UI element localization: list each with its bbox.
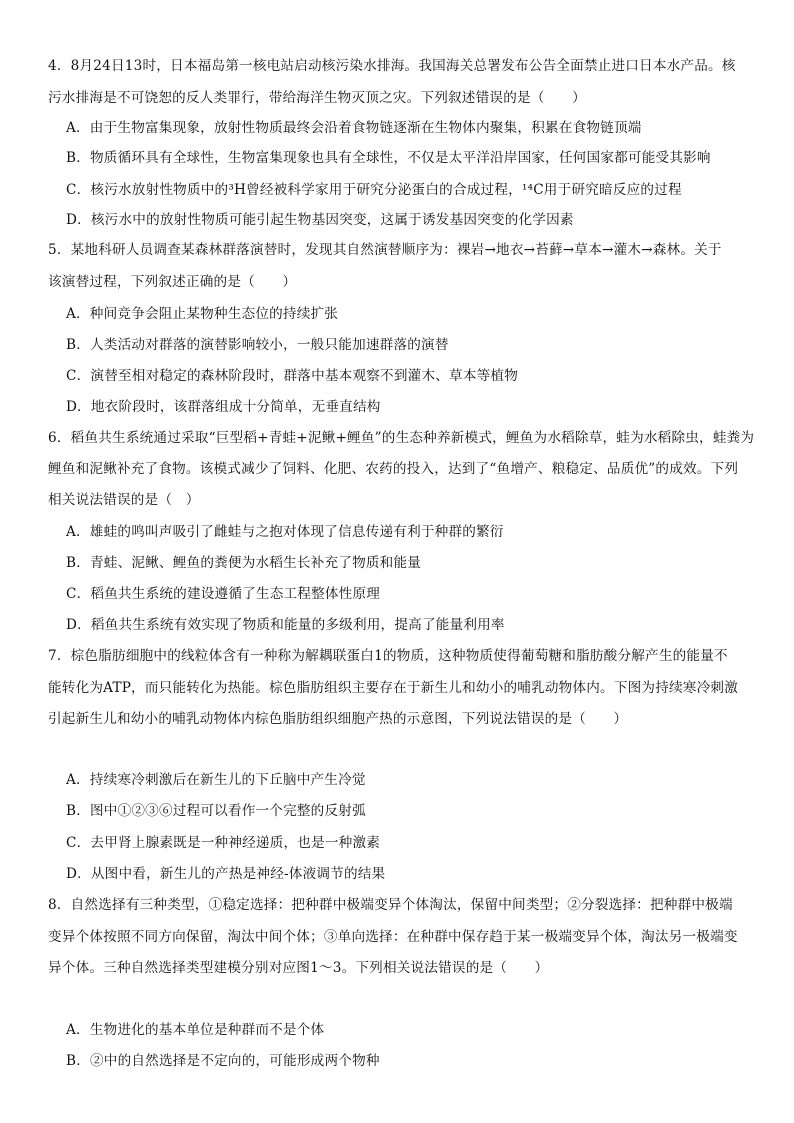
q6-stem-line-2: 鲤鱼和泥鳅补充了食物。该模式减少了饲料、化肥、农药的投入，达到了“鱼增产、粮稳定、品质优”的成效。下列 bbox=[48, 461, 739, 477]
q5-option-d: D．地衣阶段时，该群落组成十分简单，无垂直结构 bbox=[66, 399, 381, 415]
q7-stem-line-2: 能转化为ATP，而只能转化为热能。棕色脂肪组织主要存在于新生儿和幼小的哺乳动物体内。下图为持续寒冷刺激 bbox=[48, 680, 738, 696]
q6-option-a: A．雄蛙的鸣叫声吸引了雌蛙与之抱对体现了信息传递有利于种群的繁衍 bbox=[66, 524, 504, 540]
q7-stem-line-3: 引起新生儿和幼小的哺乳动物体内棕色脂肪组织细胞产热的示意图，下列说法错误的是（ ） bbox=[48, 711, 628, 727]
q4-stem-line-1: 4．8月24日13时，日本福岛第一核电站启动核污染水排海。我国海关总署发布公告全面禁止进口日本水产品。核 bbox=[48, 58, 736, 74]
q8-stem-line-1: 8．自然选择有三种类型，①稳定选择：把种群中极端变异个体淘汰，保留中间类型；②分裂选择：把种群中极端 bbox=[48, 897, 733, 913]
q8-option-b: B．②中的自然选择是不定向的，可能形成两个物种 bbox=[66, 1053, 380, 1069]
q6-option-c: C．稻鱼共生系统的建设遵循了生态工程整体性原理 bbox=[66, 586, 381, 602]
q6-option-b: B．青蛙、泥鳅、鲤鱼的粪便为水稻生长补充了物质和能量 bbox=[66, 555, 422, 571]
q4-option-b: B．物质循环具有全球性，生物富集现象也具有全球性，不仅是太平洋沿岸国家，任何国家都可能受其影响 bbox=[66, 150, 711, 166]
q7-option-b: B．图中①②③⑥过程可以看作一个完整的反射弧 bbox=[66, 803, 366, 819]
q7-option-a: A．持续寒冷刺激后在新生儿的下丘脑中产生冷觉 bbox=[66, 772, 366, 788]
q5-option-a: A．种间竞争会阻止某物种生态位的持续扩张 bbox=[66, 306, 339, 322]
q6-option-d: D．稻鱼共生系统有效实现了物质和能量的多级利用，提高了能量利用率 bbox=[66, 617, 505, 633]
q5-option-b: B．人类活动对群落的演替影响较小，一般只能加速群落的演替 bbox=[66, 337, 449, 353]
q8-stem-line-2: 变异个体按照不同方向保留，淘汰中间个体；③单向选择：在种群中保存趋于某一极端变异个体，淘汰另一极端变 bbox=[48, 929, 738, 945]
q6-stem-line-1: 6．稻鱼共生系统通过采取“巨型稻+青蛙+泥鳅+鲤鱼”的生态种养新模式，鲤鱼为水稻除草，蛙为水稻除虫，蛙粪为 bbox=[48, 430, 755, 446]
q6-stem-line-3: 相关说法错误的是（ ） bbox=[48, 492, 200, 508]
q7-option-c: C．去甲肾上腺素既是一种神经递质，也是一种激素 bbox=[66, 835, 381, 851]
q5-stem-line-1: 5．某地科研人员调查某森林群落演替时，发现其自然演替顺序为：裸岩→地衣→苔藓→草本→灌木→森林。关于 bbox=[48, 242, 722, 258]
q5-stem-line-2: 该演替过程，下列叙述正确的是（ ） bbox=[48, 274, 297, 290]
q7-option-d: D．从图中看，新生儿的产热是神经-体液调节的结果 bbox=[66, 866, 386, 882]
q5-option-c: C．演替至相对稳定的森林阶段时，群落中基本观察不到灌木、草本等植物 bbox=[66, 368, 518, 384]
q4-option-c: C．核污水放射性物质中的³H曾经被科学家用于研究分泌蛋白的合成过程，¹⁴C用于研究暗反应的过程 bbox=[66, 182, 682, 198]
q4-stem-line-2: 污水排海是不可饶恕的反人类罪行，带给海洋生物灭顶之灾。下列叙述错误的是（ ） bbox=[48, 90, 586, 106]
q7-stem-line-1: 7．棕色脂肪细胞中的线粒体含有一种称为解耦联蛋白1的物质，这种物质使得葡萄糖和脂肪酸分解产生的能量不 bbox=[48, 648, 728, 664]
q8-stem-line-3: 异个体。三种自然选择类型建模分别对应图1～3。下列相关说法错误的是（ ） bbox=[48, 960, 549, 976]
q8-option-a: A．生物进化的基本单位是种群而不是个体 bbox=[66, 1022, 325, 1038]
q4-option-a: A．由于生物富集现象，放射性物质最终会沿着食物链逐渐在生物体内聚集，积累在食物链顶端 bbox=[66, 120, 642, 136]
q4-option-d: D．核污水中的放射性物质可能引起生物基因突变，这属于诱发基因突变的化学因素 bbox=[66, 212, 574, 228]
